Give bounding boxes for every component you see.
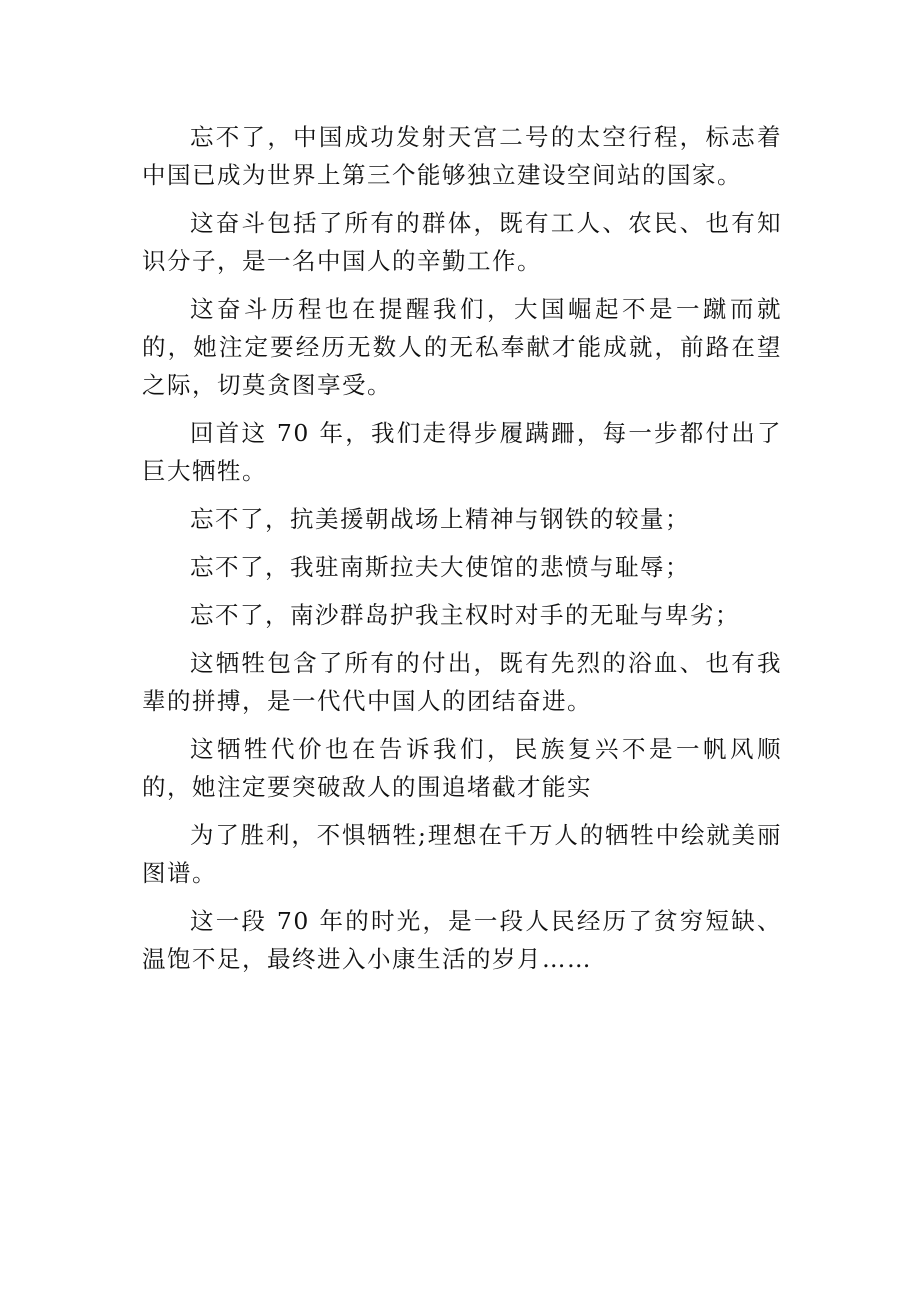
paragraph-9: 这牺牲代价也在告诉我们，民族复兴不是一帆风顺的，她注定要突破敌人的围追堵截才能实	[142, 735, 782, 801]
paragraph-3: 这奋斗历程也在提醒我们，大国崛起不是一蹴而就的，她注定要经历无数人的无私奉献才能成就，前路在望之际，切莫贪图享受。	[142, 295, 782, 399]
paragraph-7: 忘不了，南沙群岛护我主权时对手的无耻与卑劣；	[190, 601, 740, 629]
document-body	[142, 118, 782, 988]
paragraph-1: 忘不了，中国成功发射天宫二号的太空行程，标志着中国已成为世界上第三个能够独立建设空间站的国家。	[142, 123, 782, 189]
paragraph-10: 为了胜利，不惧牺牲;理想在千万人的牺牲中绘就美丽图谱。	[142, 821, 782, 887]
paragraph-8: 这牺牲包含了所有的付出，既有先烈的浴血、也有我辈的拼搏，是一代代中国人的团结奋进。	[142, 649, 782, 715]
paragraph-11: 这一段 70 年的时光，是一段人民经历了贫穷短缺、温饱不足，最终进入小康生活的岁月……	[142, 907, 782, 973]
paragraph-6: 忘不了，我驻南斯拉夫大使馆的悲愤与耻辱；	[190, 553, 690, 581]
paragraph-5: 忘不了，抗美援朝战场上精神与钢铁的较量；	[190, 505, 690, 533]
paragraph-4: 回首这 70 年，我们走得步履蹒跚，每一步都付出了巨大牺牲。	[142, 419, 782, 485]
paragraph-2: 这奋斗包括了所有的群体，既有工人、农民、也有知识分子，是一名中国人的辛勤工作。	[142, 209, 782, 275]
